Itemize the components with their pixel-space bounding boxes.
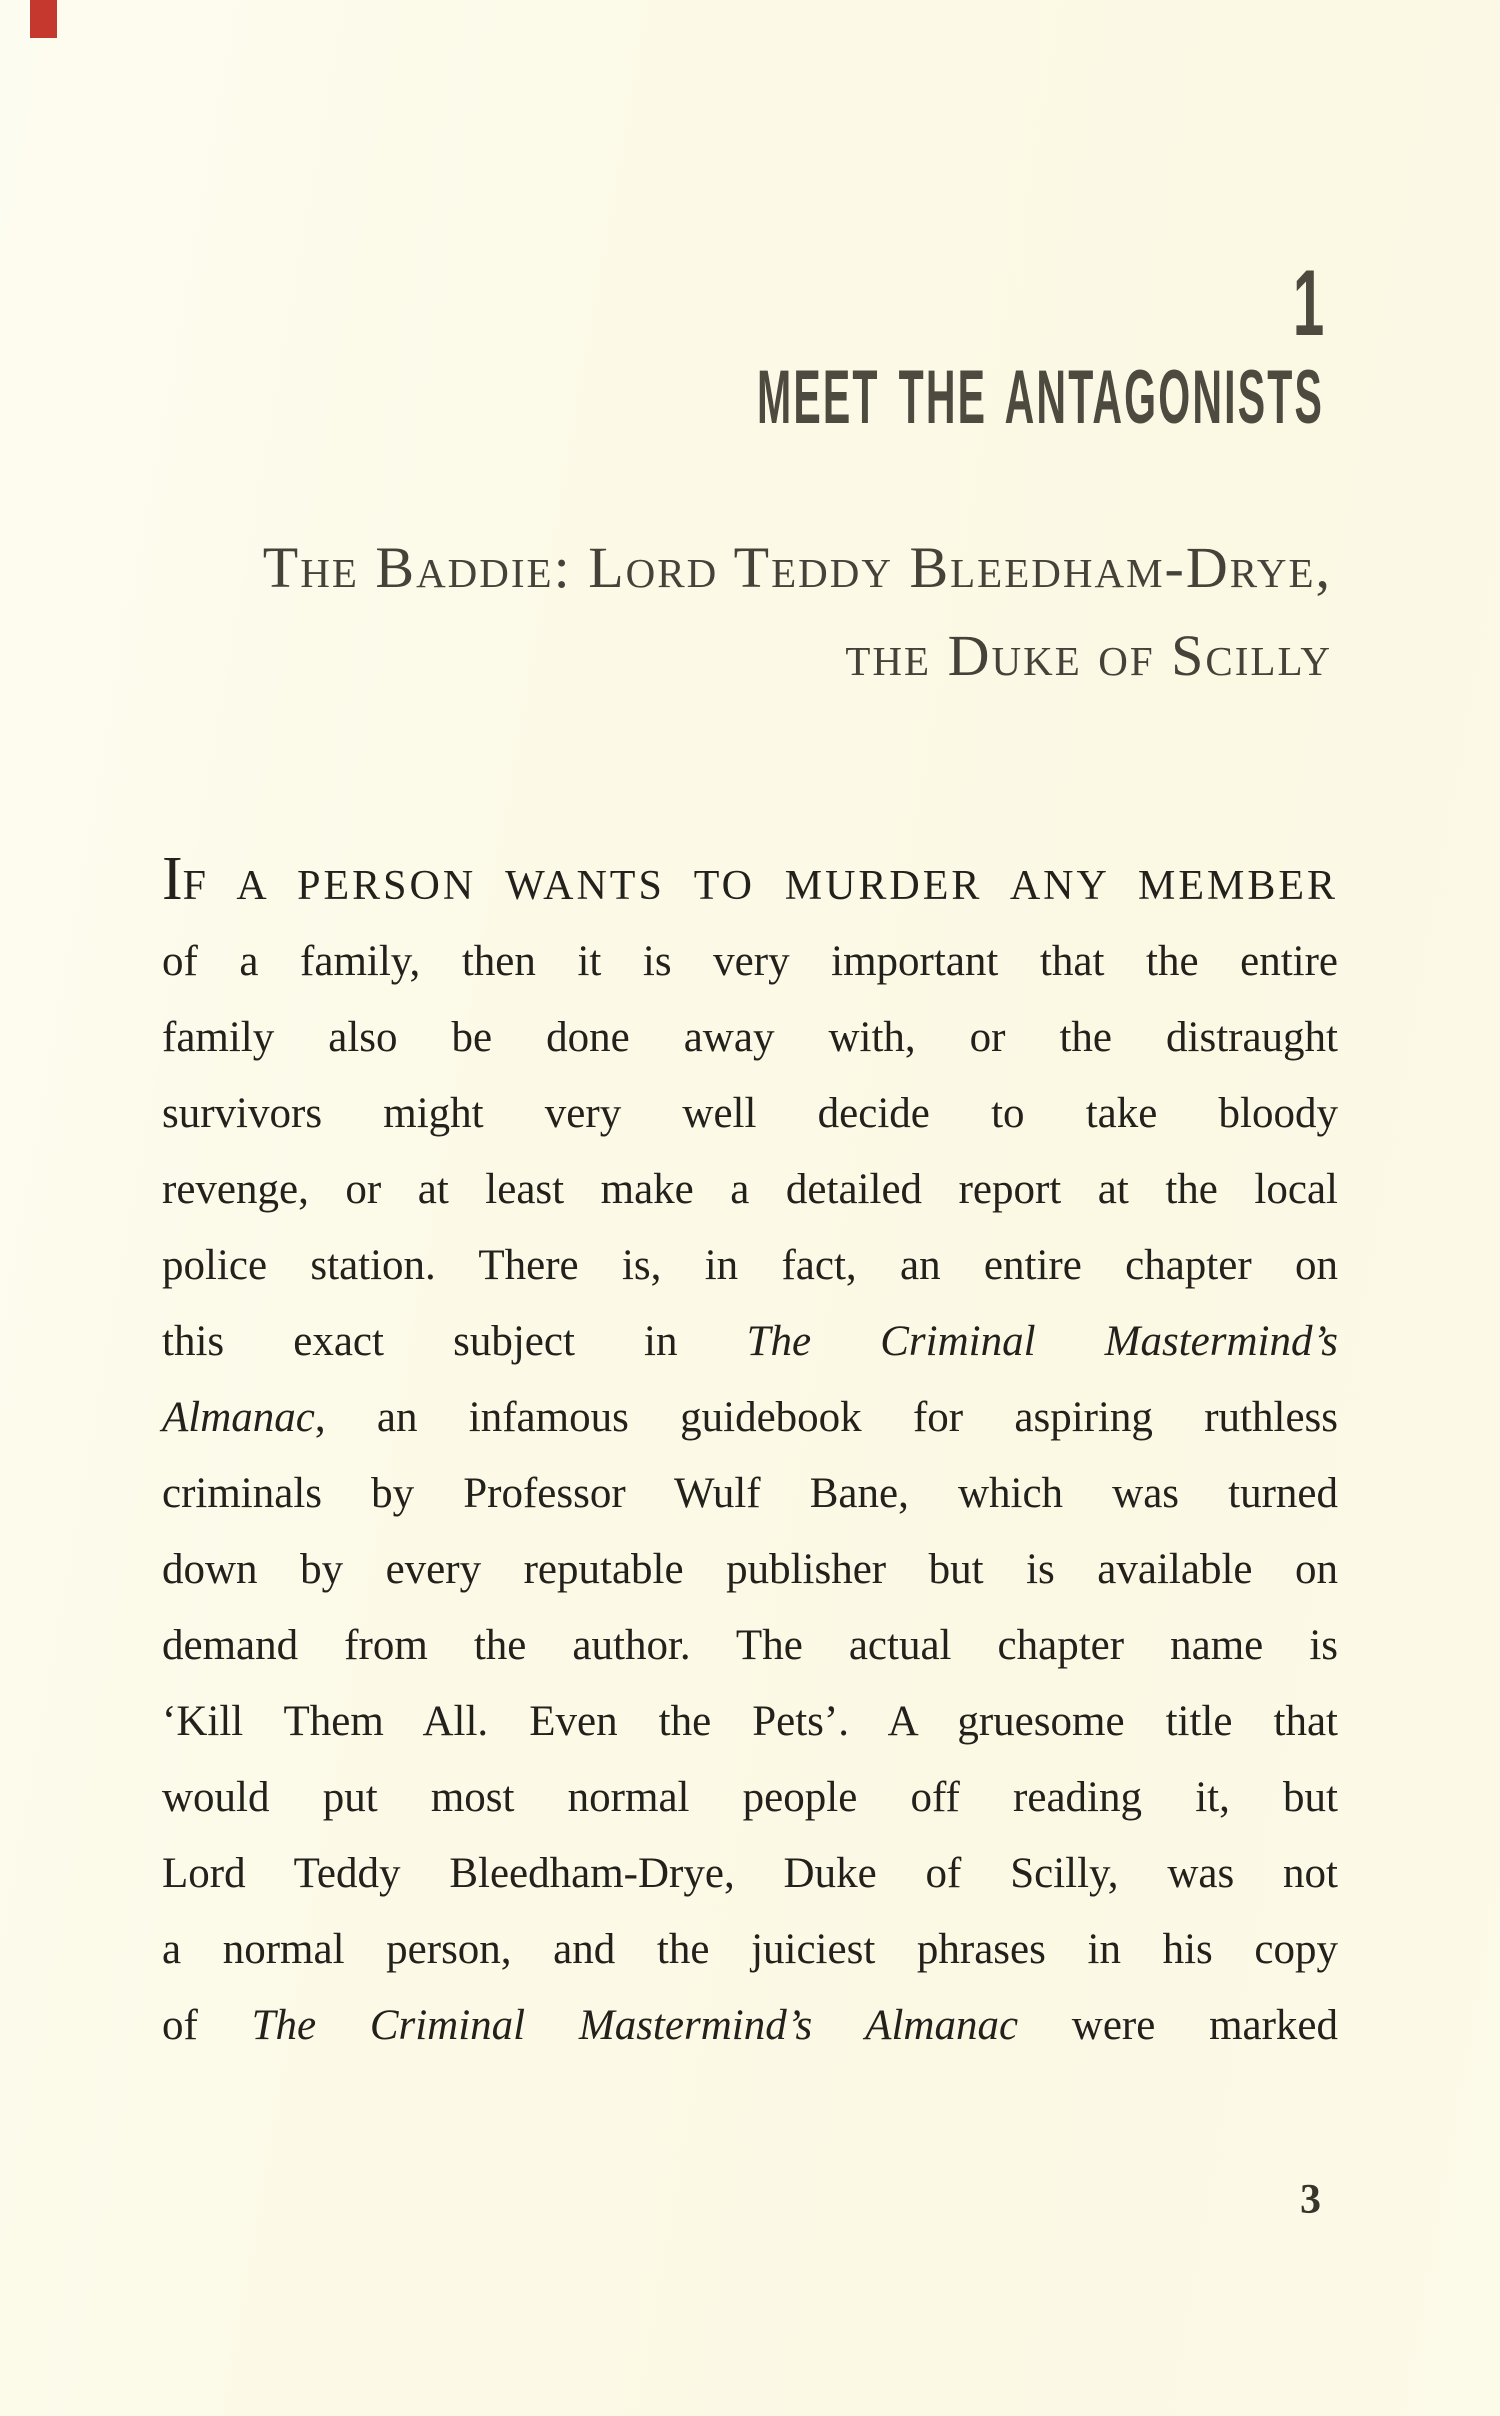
smallcaps-text: F A PERSON WANTS TO MURDER ANY MEMBER (182, 863, 1338, 909)
page-number: 3 (1300, 2177, 1322, 2223)
text-segment: down by every reputable publisher but is available on (162, 1546, 1338, 1593)
body-line (162, 1076, 1338, 1152)
subtitle-line-2: the Duke of Scilly (845, 623, 1332, 688)
text-segment: family also be done away with, or the distraught (162, 1014, 1338, 1061)
text-segment: would put most normal people off reading it, but (162, 1774, 1338, 1821)
body-line (162, 1304, 1338, 1380)
italic-book-title: The Criminal Mastermind’s Almanac (251, 2002, 1019, 2049)
text-segment: Lord Teddy Bleedham-Drye, Duke of Scilly, was not (162, 1850, 1338, 1897)
text-segment: this exact subject in (162, 1318, 747, 1365)
body-line (162, 1912, 1338, 1988)
chapter-title: MEET THE ANTAGONISTS (757, 355, 1324, 440)
body-line (162, 924, 1338, 1000)
chapter-number-row (274, 250, 1324, 355)
body-line (162, 1836, 1338, 1912)
chapter-subtitle (263, 524, 1332, 700)
body-line (162, 1152, 1338, 1228)
text-segment: police station. There is, in fact, an entire chapter on (162, 1242, 1338, 1289)
chapter-title-row (274, 350, 1324, 440)
body-line (162, 1988, 1338, 2064)
text-segment: revenge, or at least make a detailed report at the local (162, 1166, 1338, 1213)
body-line (162, 845, 1338, 924)
text-segment: survivors might very well decide to take bloody (162, 1090, 1338, 1137)
body-line (162, 1000, 1338, 1076)
text-segment: criminals by Professor Wulf Bane, which was turned (162, 1470, 1338, 1517)
body-line (162, 1532, 1338, 1608)
lead-capital: I (162, 845, 183, 913)
text-segment: of (162, 2002, 252, 2049)
body-line (162, 1608, 1338, 1684)
body-line (162, 1760, 1338, 1836)
body-line (162, 1228, 1338, 1304)
text-segment: demand from the author. The actual chapter name is (162, 1622, 1338, 1669)
text-segment: , an infamous guidebook for aspiring ruthless (314, 1394, 1338, 1441)
italic-book-title: Almanac (162, 1394, 315, 1441)
text-segment: were marked (1018, 2002, 1339, 2049)
text-segment: ‘Kill Them All. Even the Pets’. A gruesome title that (162, 1698, 1338, 1745)
body-line (162, 1684, 1338, 1760)
text-segment: a normal person, and the juiciest phrases in his copy (162, 1926, 1338, 1973)
subtitle-line-1: The Baddie: Lord Teddy Bleedham-Drye, (262, 535, 1332, 600)
italic-book-title: The Criminal Mastermind’s (746, 1318, 1339, 1365)
chapter-number: 1 (1292, 250, 1324, 355)
red-edge-mark (30, 0, 57, 38)
chapter-heading (274, 250, 1324, 440)
body-text (162, 845, 1339, 2064)
body-line (162, 1380, 1338, 1456)
body-line (162, 1456, 1338, 1532)
text-segment: of a family, then it is very important that the entire (162, 938, 1338, 985)
